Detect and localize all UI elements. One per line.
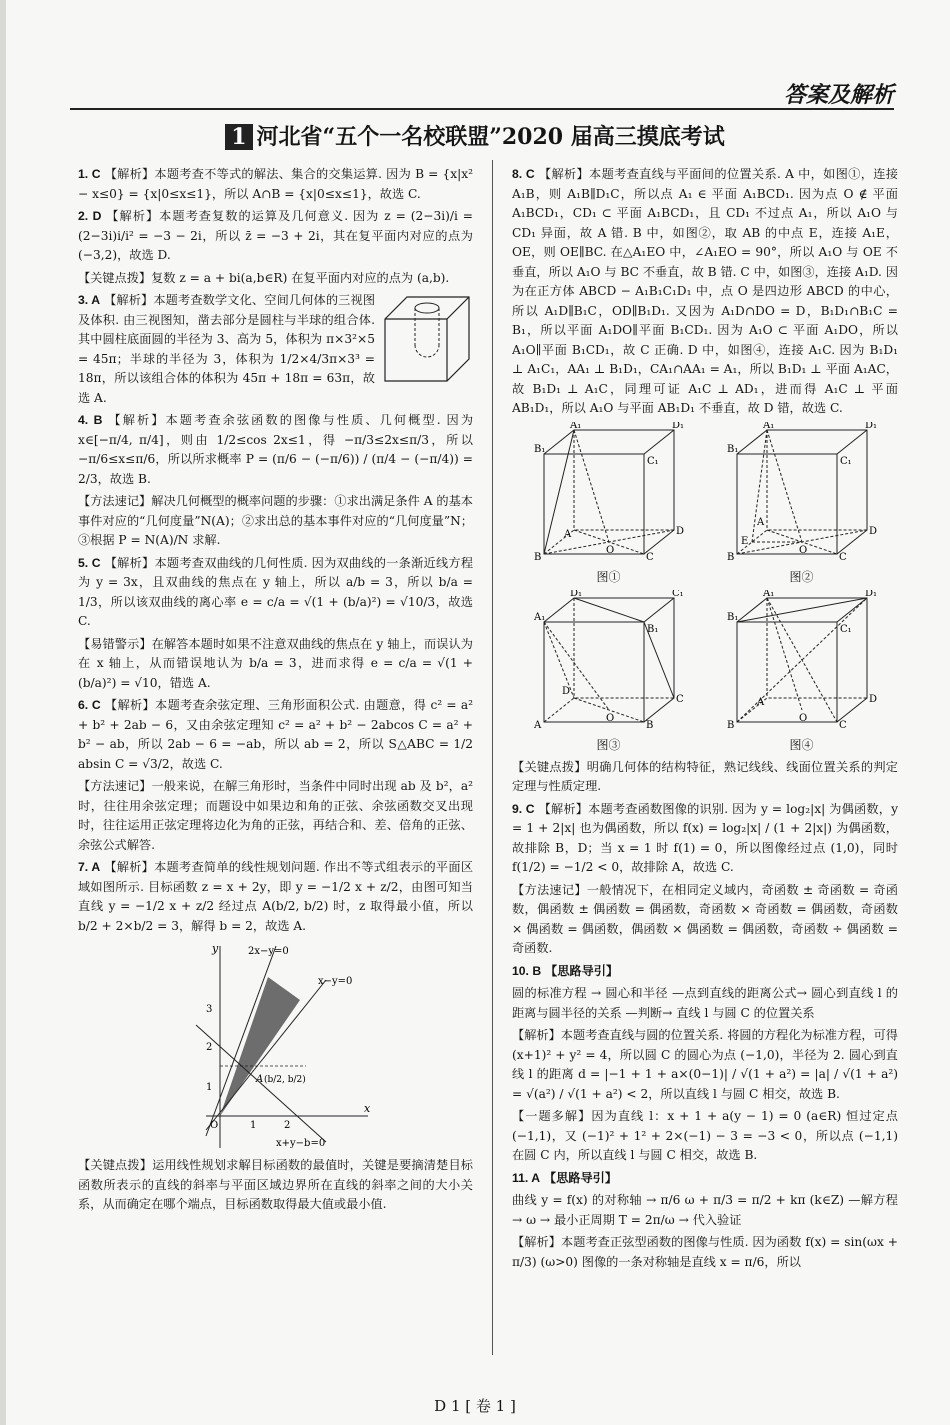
cube-diagram-3 (534, 590, 684, 730)
vertex-label: A (533, 719, 541, 730)
right-column (512, 165, 898, 1365)
note-key-point: 【关键点拨】运用线性规划求解目标函数的最值时，关键是要摘清楚目标函数所表示的直线的斜率与平面区域边界所在直线的斜率之间的大小关系，从而确定在哪个端点，目标函数取得最大值或最小值. (78, 1158, 473, 1211)
analysis: 【解析】本题考查正弦型函数的图像与性质. 因为函数 f(x) = sin(ωx + π/3) (ω>0) 图像的一条对称轴是直线 x = π/6，所以 (512, 1235, 898, 1269)
vertex-label: B (726, 551, 734, 562)
note-method: 【方法速记】一般情况下，在相同定义域内，奇函数 ± 奇函数 = 奇函数，偶函数 ± 偶函数 = 偶函数，奇函数 × 奇函数 = 偶函数，奇函数 × 偶函数 = 偶函数，偶函数 × 偶函数 = 偶函数，奇函数 ÷ 偶函数 = 奇函数. (512, 882, 898, 955)
linear-programming-graph (176, 940, 376, 1152)
vertex-label: B (645, 719, 653, 730)
cube-figures-row-1 (512, 422, 898, 588)
answer-3 (78, 291, 473, 408)
vertex-label: A (563, 528, 571, 540)
vertex-label: D (561, 685, 570, 697)
line-label-2x-y: 2x−y=0 (247, 946, 289, 957)
answer-text: 【思路导引】 (543, 1170, 618, 1185)
question-number: 2. D (78, 209, 102, 223)
x-axis-label: x (363, 1102, 370, 1115)
cube-figure-3 (534, 590, 684, 756)
header-rule (70, 108, 894, 110)
answer-8 (512, 165, 898, 419)
question-number: 7. A (78, 860, 101, 874)
figure-caption: 图② (789, 570, 814, 584)
vertex-label: A (756, 696, 764, 708)
vertex-label: C (675, 693, 684, 705)
answer-4 (78, 411, 473, 489)
vertex-label: O (798, 712, 807, 724)
column-divider (492, 160, 493, 1355)
exam-number-badge: 1 (225, 124, 252, 150)
vertex-label: D₁ (864, 589, 877, 599)
vertex-label: A₁ (533, 611, 545, 623)
line-label-x-y: x−y=0 (317, 976, 352, 987)
question-number: 1. C (78, 167, 101, 181)
point-a-label: A (255, 1074, 263, 1085)
vertex-label: C (838, 551, 847, 562)
answer-10 (512, 962, 898, 982)
vertex-label: D₁ (864, 421, 877, 431)
question-number: 9. C (512, 801, 535, 816)
vertex-label: A₁ (569, 421, 581, 431)
y-tick-1: 1 (205, 1082, 212, 1093)
cube-figure-2 (727, 422, 877, 588)
answer-5 (78, 554, 473, 632)
vertex-label: C₁ (839, 623, 852, 635)
cube-diagram-2 (727, 422, 877, 562)
vertex-label: B₁ (533, 443, 545, 455)
analysis: 【解析】本题考查直线与圆的位置关系. 将圆的方程化为标准方程，可得 (x+1)² + y² = 4，所以圆 C 的圆心为点 (−1,0)，半径为 2. 圆心到直线 l 的距离 d = |−1 + 1 + a×(0−1)| / √(1 + a²) = |a| / √(1 + a²) = √(a²) / √(1 + a²) < 2，所以直线 l 与圆 C 相交，故选 B. (512, 1028, 898, 1101)
exam-title: 河北省“五个一名校联盟”2020 届高三摸底考试 (256, 124, 725, 150)
answer-text: 【解析】本题考查复数的运算及几何意义. 因为 z = (2−3i)/i = (2−3i)i/i² = −3 − 2i，所以 z̄ = −3 + 2i，其在复平面内对应的点为 (−3,2)，故选 D. (78, 209, 473, 262)
vertex-label: D₁ (671, 421, 684, 431)
figure-caption: 图③ (596, 738, 621, 752)
question-number: 10. B (512, 963, 542, 978)
vertex-label: O (605, 712, 614, 724)
answer-text: 【解析】本题考查函数图像的识别. 因为 y = log₂|x| 为偶函数，y = 1 + 2|x| 也为偶函数，所以 f(x) = log₂|x| / (1 + 2|x|) 为偶函数，故排除 B，D；当 x = 1 时 f(1) = 0，所以图像经过点 (1,0)，同时 f(1/2) = −1/2 < 0，故排除 A，故选 C. (512, 801, 898, 874)
vertex-label: B₁ (726, 443, 738, 455)
vertex-label: B₁ (646, 623, 658, 635)
vertex-label: D (868, 525, 877, 537)
answer-7 (78, 858, 473, 936)
vertex-label: C₁ (646, 455, 659, 467)
answer-text: 【思路导引】 (545, 963, 619, 978)
answer-text: 【解析】本题考查数学文化、空间几何体的三视图及体积. 由三视图知，凿去部分是圆柱与半球的组合体. 其中圆柱底面圆的半径为 3、高为 5，体积为 π×3²×5 = 45π；半球的半径为 3，体积为 1/2×4/3π×3³ = 18π，所以该组合体的体积为 45π + 18π = 63π，故选 A. (78, 293, 376, 405)
cube-diagram-4 (727, 590, 877, 730)
cube-figure-4 (727, 590, 877, 756)
answer-11 (512, 1169, 898, 1189)
answer-text: 【解析】本题考查双曲线的几何性质. 因为双曲线的一条渐近线方程为 y = 3x，且双曲线的焦点在 y 轴上，所以 a/b = 3，所以 b/a = 1/3，所以该双曲线的离心率 e = c/a = √(1 + (b/a)²) = √10/3，故选 C. (78, 555, 473, 628)
vertex-label: A₁ (762, 589, 774, 599)
note-error-warning: 【易错警示】在解答本题时如果不注意双曲线的焦点在 y 轴上，而误认为在 x 轴上，从而错误地认为 b/a = 3，进而求得 e = c/a = √(1 + (b/a)²) = √10，错选 A. (78, 636, 473, 690)
thought-guide: 曲线 y = f(x) 的对称轴 → π/6 ω + π/3 = π/2 + kπ (k∈Z) —解方程→ ω → 最小正周期 T = 2π/ω → 代入验证 (512, 1193, 898, 1227)
three-view-solid-figure (381, 293, 473, 385)
answer-text: 【解析】本题考查余弦定理、三角形面积公式. 由题意，得 c² = a² + b² + 2ab − 6，又由余弦定理知 c² = a² + b² − 2abcos C = a² + b² − ab，所以 2ab − 6 = −ab，所以 ab = 2，所以 S△ABC = 1/2 absin C = √3/2，故选 C. (78, 698, 473, 771)
vertex-label: C₁ (671, 589, 684, 599)
vertex-label: D (868, 693, 877, 705)
note-method: 【方法速记】一般来说，在解三角形时，当条件中同时出现 ab 及 b²，a² 时，往往用余弦定理；而题设中如果边和角的正弦、余弦函数交叉出现时，往往运用正弦定理将边化为角的正弦，再结合和、差、倍角的正弦、余弦公式解答. (78, 779, 473, 852)
answer-9 (512, 800, 898, 878)
vertex-label: O (605, 544, 614, 556)
answer-text: 【解析】本题考查余弦函数的图像与性质、几何概型. 因为 x∈[−π/4, π/4]，则由 1/2≤cos 2x≤1，得 −π/3≤2x≤π/3，所以 −π/6≤x≤π/6，所以所求概率 P = (π/6 − (−π/6)) / (π/4 − (−π/4)) = 2/3，故选 B. (78, 413, 473, 486)
page-footer: D 1 [ 卷 1 ] (434, 1397, 516, 1415)
page-title (0, 120, 950, 151)
question-number: 3. A (78, 293, 101, 307)
answer-text: 【解析】本题考查直线与平面间的位置关系. A 中，如图①，连接 A₁B，则 A₁B∥D₁C，所以点 A₁ ∈ 平面 A₁BCD₁. 因为点 O ∉ 平面 A₁BCD₁，CD₁ ⊂ 平面 A₁BCD₁，且 CD₁ 不过点 A₁，所以 A₁O 与 CD₁ 异面，故 A 错. B 中，如图②，取 AB 的中点 E，连接 A₁E，OE，则 OE∥BC. 在△A₁EO 中，∠A₁EO = 90°，所以 A₁O 与 OE 不垂直，所以 A₁O 与 BC 不垂直，故 B 错. C 中，如图③，连接 A₁D. 因为在正方体 ABCD − A₁B₁C₁D₁ 中，点 O 是四边形 ABCD 的中心，所以 A₁D∥B₁C，OD∥B₁D₁. 又因为 A₁D∩DO = D，B₁D₁∩B₁C = B₁，所以平面 A₁DO∥平面 B₁CD₁. 因为 A₁O ⊂ 平面 A₁DO，所以 A₁O∥平面 B₁CD₁，故 C 正确. D 中，如图④，连接 A₁C. 因为 B₁D₁ ⊥ A₁C₁，AA₁ ⊥ B₁D₁，CA₁∩AA₁ = A₁，所以 B₁D₁ ⊥ 平面 A₁AC，故 B₁D₁ ⊥ A₁C，同理可证 A₁C ⊥ AD₁，进而得 A₁C ⊥ 平面 AB₁D₁，所以 A₁O 与平面 AB₁D₁ 不垂直，故 D 错，故选 C. (512, 167, 898, 415)
cube-figures-row-2 (512, 590, 898, 756)
vertex-label: B₁ (726, 611, 738, 623)
answer-1 (78, 165, 473, 204)
x-tick-2: 2 (283, 1120, 290, 1131)
y-tick-3: 3 (205, 1004, 212, 1015)
x-tick-1: 1 (249, 1120, 256, 1131)
question-number: 8. C (512, 167, 535, 181)
vertex-label: D (675, 525, 684, 537)
question-number: 11. A (512, 1170, 541, 1185)
vertex-label: O (798, 544, 807, 556)
vertex-label: A (756, 516, 764, 528)
vertex-label: C₁ (839, 455, 852, 467)
answer-6 (78, 696, 473, 774)
figure-caption: 图④ (789, 738, 814, 752)
note-alternate-solution: 【一题多解】因为直线 l：x + 1 + a(y − 1) = 0 (a∈R) 恒过定点 (−1,1)，又 (−1)² + 1² + 2×(−1) − 3 = −3 < 0，所以点 (−1,1) 在圆 C 内，所以直线 l 与圆 C 相交，故选 B. (512, 1109, 898, 1162)
vertex-label: E (740, 535, 748, 547)
answer-text: 【解析】本题考查简单的线性规划问题. 作出不等式组表示的平面区域如图所示. 目标函数 z = x + 2y，即 y = −1/2 x + z/2，由图可知当直线 y = −1/2 x + z/2 经过点 A(b/2, b/2) 时，z 取得最小值，所以 b/2 + 2×b/2 = 3，解得 b = 2，故选 A. (78, 860, 473, 933)
origin-label: O (209, 1120, 218, 1131)
note-key-point: 【关键点拨】明确几何体的结构特征，熟记线线、线面位置关系的判定定理与性质定理. (512, 759, 898, 793)
cube-figure-1 (534, 422, 684, 588)
y-axis-label: y (211, 942, 218, 955)
line-label-x+y-b: x+y−b=0 (275, 1138, 325, 1149)
vertex-label: B (533, 551, 541, 562)
vertex-label: C (645, 551, 654, 562)
page-left-edge (0, 0, 6, 1425)
figure-caption: 图① (596, 570, 621, 584)
question-number: 6. C (78, 698, 101, 712)
answer-2 (78, 207, 473, 266)
thought-guide: 圆的标准方程 → 圆心和半径 —点到直线的距离公式→ 圆心到直线 l 的距离与圆半径的关系 —判断→ 直线 l 与圆 C 的位置关系 (512, 986, 898, 1020)
section-tag: 答案及解析 (783, 82, 894, 108)
cube-diagram-1 (534, 422, 684, 562)
vertex-label: B (726, 719, 734, 730)
vertex-label: A₁ (762, 421, 774, 431)
vertex-label: C (838, 719, 847, 730)
note-method: 【方法速记】解决几何概型的概率问题的步骤：①求出满足条件 A 的基本事件对应的“几何度量”N(A)；②求出总的基本事件对应的“几何度量”N；③根据 P = N(A)/N 求解. (78, 494, 473, 547)
feasible-region (220, 977, 300, 1116)
left-column (78, 165, 473, 1365)
y-tick-2: 2 (205, 1042, 212, 1053)
question-number: 5. C (78, 555, 101, 570)
answer-text: 【解析】本题考查不等式的解法、集合的交集运算. 因为 B = {x|x² − x≤0} = {x|0≤x≤1}，所以 A∩B = {x|0≤x≤1}，故选 C. (78, 167, 473, 201)
point-a-coords: (b/2, b/2) (263, 1075, 306, 1085)
note-key-point: 【关键点拨】复数 z = a + bi(a,b∈R) 在复平面内对应的点为 (a,b). (78, 270, 450, 285)
question-number: 4. B (78, 413, 103, 427)
vertex-label: D₁ (569, 589, 582, 599)
